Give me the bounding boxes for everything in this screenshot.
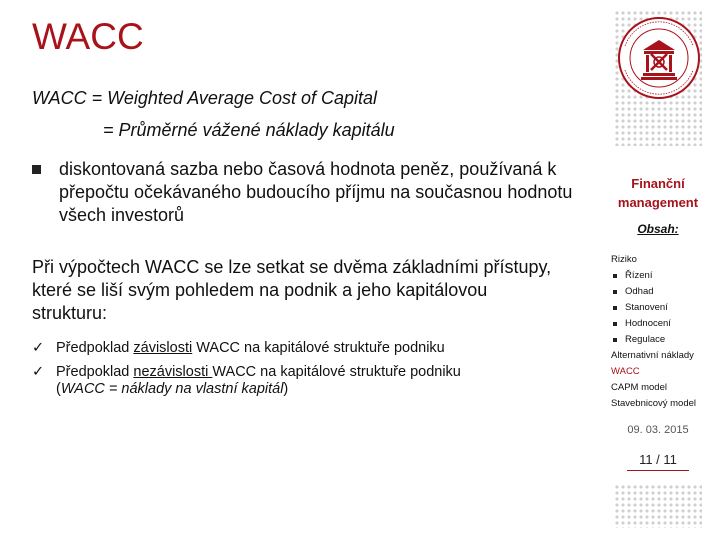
toc-item-odhad[interactable]: Odhad xyxy=(611,284,716,300)
check2-formula: WACC = náklady na vlastní kapitál xyxy=(60,381,284,397)
toc-item-stanoveni[interactable]: Stanovení xyxy=(611,300,716,316)
slide-title: WACC xyxy=(32,16,144,57)
toc-item-regulace[interactable]: Regulace xyxy=(611,332,716,348)
toc-item-capm[interactable]: CAPM model xyxy=(611,382,667,393)
definition-line-2: = Průměrné vážené náklady kapitálu xyxy=(103,120,395,140)
toc-item-alternativni[interactable]: Alternativní náklady xyxy=(611,350,694,361)
toc-item-hodnoceni[interactable]: Hodnocení xyxy=(611,316,716,332)
toc-item-wacc[interactable]: WACC xyxy=(611,366,640,377)
check1-text-c: WACC na kapitálové struktuře podniku xyxy=(192,340,445,356)
check-item-independence xyxy=(32,364,461,398)
check-item-dependence xyxy=(32,340,445,357)
check-icon: ✓ xyxy=(32,364,45,380)
course-name-line-1: Finanční xyxy=(631,176,685,191)
page-number-underline xyxy=(627,470,689,471)
check2-paren-open: ( xyxy=(56,381,61,397)
course-name-line-2: management xyxy=(617,195,699,210)
toc-item-stavebnicovy[interactable]: Stavebnicový model xyxy=(611,398,697,409)
check2-text-c: WACC na kapitálové struktuře podniku xyxy=(212,364,461,380)
page-number: 11 / 11 xyxy=(639,452,677,467)
dot-pattern-bottom xyxy=(614,484,702,528)
check1-keyword: závislosti xyxy=(133,340,193,356)
table-of-contents xyxy=(611,252,716,412)
approaches-paragraph: Při výpočtech WACC se lze setkat se dvěma základními přístupy, které se liší svým pohledem na podnik a jeho kapitálovou strukturu: xyxy=(32,257,552,323)
university-seal-icon xyxy=(617,16,701,100)
check1-text-a: Předpoklad xyxy=(56,340,134,356)
toc-item-riziko[interactable]: Riziko xyxy=(611,254,637,265)
course-name xyxy=(600,174,716,212)
square-bullet-icon xyxy=(32,165,41,174)
check2-paren-close: ) xyxy=(283,381,289,397)
check-icon: ✓ xyxy=(32,340,45,356)
definition-line-1: WACC = Weighted Average Cost of Capital xyxy=(32,88,378,108)
bullet-text: diskontovaná sazba nebo časová hodnota peněz, používaná k přepočtu očekávaného budoucího příjmu na současnou hodnotu všech investorů xyxy=(59,159,573,225)
toc-item-rizeni[interactable]: Řízení xyxy=(611,268,716,284)
contents-label: Obsah: xyxy=(637,222,679,236)
slide-date: 09. 03. 2015 xyxy=(627,424,689,436)
check2-keyword: nezávislosti xyxy=(133,364,213,380)
check2-text-a: Předpoklad xyxy=(56,364,134,380)
definition-bullet xyxy=(32,158,597,227)
